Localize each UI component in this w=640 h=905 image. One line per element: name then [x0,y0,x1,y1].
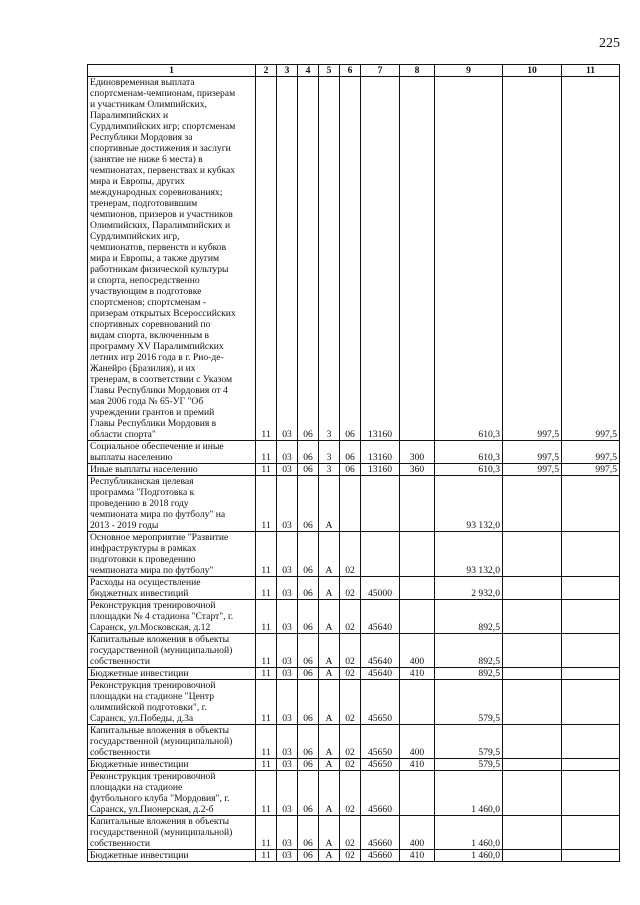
amount-cell: 579,5 [435,725,503,759]
amount-cell [562,634,620,668]
amount-cell [562,577,620,600]
row-name-cell: Реконструкция тренировочной площадки на стадионе "Центр олимпийской подготовки", г. Саранск, ул.Победы, д.3а [88,680,256,725]
code-cell: 06 [298,464,319,476]
code-cell: 06 [298,759,319,771]
code-cell [400,680,435,725]
column-header: 10 [503,65,562,77]
column-header: 1 [88,65,256,77]
row-name-cell: Единовременная выплата спортсменам-чемпионам, призерам и участникам Олимпийских, Паралимпийских и Сурдлимпийских игр; спортсменам Республики Мордовия за спортивные достижения и заслуги (занятие не ниже 6 места) в чемпионатах, первенствах и кубках мира и Европы, других международных соревнованиях; тренерам, подготовившим чемпионов, призеров и участников Олимпийских, Паралимпийских и Сурдлимпийских игр, чемпионатов, первенств и кубков мира и Европы, а также другим работникам физической культуры и спорта, непосредственно участвующим в подготовке спортсменов; спортсменам - призерам открытых Всероссийских спортивных соревнований по видам спорта, включенным в программу XV Паралимпийских летних игр 2016 года в г. Рио-де- Жанейро (Бразилия), и их тренерам, в соответствии с Указом Главы Республики Мордовия от 4 мая 2006 года № 65-УГ "Об учреждении грантов и премий Главы Республики Мордовия в области спорта" [88,77,256,441]
amount-cell [562,476,620,532]
amount-cell: 997,5 [503,77,562,441]
code-cell: А [319,816,340,850]
code-cell: 03 [277,680,298,725]
code-cell: 06 [298,725,319,759]
code-cell: 13160 [361,77,400,441]
code-cell: 06 [298,634,319,668]
row-name-cell: Реконструкция тренировочной площадки на стадионе футбольного клуба "Мордовия", г. Саранск, ул.Пионерская, д.2-б [88,771,256,816]
code-cell: 410 [400,850,435,862]
code-cell: 11 [256,441,277,464]
code-cell: 11 [256,577,277,600]
code-cell: 300 [400,441,435,464]
code-cell: 06 [298,668,319,680]
code-cell [400,577,435,600]
code-cell: 3 [319,441,340,464]
code-cell: 02 [340,850,361,862]
table-row [88,577,620,600]
code-cell [400,77,435,441]
amount-cell [503,668,562,680]
table-row [88,850,620,862]
table-row [88,759,620,771]
row-name-cell: Капитальные вложения в объекты государственной (муниципальной) собственности [88,725,256,759]
row-name-cell: Реконструкция тренировочной площадки № 4 стадиона "Старт", г. Саранск, ул.Московская, д.12 [88,600,256,634]
table-row [88,77,620,441]
code-cell: 410 [400,759,435,771]
amount-cell: 997,5 [562,77,620,441]
row-name-cell: Бюджетные инвестиции [88,759,256,771]
code-cell: 03 [277,816,298,850]
row-name-cell: Бюджетные инвестиции [88,668,256,680]
code-cell: 06 [298,816,319,850]
amount-cell: 610,3 [435,441,503,464]
amount-cell: 892,5 [435,634,503,668]
amount-cell: 1 460,0 [435,816,503,850]
code-cell: А [319,532,340,577]
code-cell: 45650 [361,680,400,725]
code-cell: А [319,600,340,634]
amount-cell [503,725,562,759]
code-cell: 13160 [361,464,400,476]
code-cell: 11 [256,850,277,862]
amount-cell [562,759,620,771]
code-cell [340,476,361,532]
table-body [88,77,620,862]
code-cell: 45660 [361,771,400,816]
code-cell [361,476,400,532]
code-cell: 06 [298,771,319,816]
budget-table [87,64,620,862]
code-cell: 02 [340,532,361,577]
code-cell: 03 [277,577,298,600]
amount-cell [503,577,562,600]
code-cell: 03 [277,532,298,577]
table-row [88,771,620,816]
code-cell: 45000 [361,577,400,600]
code-cell: 400 [400,725,435,759]
amount-cell [562,532,620,577]
column-header: 6 [340,65,361,77]
code-cell: 02 [340,600,361,634]
code-cell: 11 [256,464,277,476]
code-cell: 11 [256,532,277,577]
amount-cell: 610,3 [435,77,503,441]
table-row [88,476,620,532]
code-cell: 45640 [361,668,400,680]
code-cell: 02 [340,634,361,668]
code-cell: 03 [277,759,298,771]
code-cell: 03 [277,77,298,441]
column-header: 7 [361,65,400,77]
code-cell: 06 [298,441,319,464]
row-name-cell: Основное мероприятие "Развитие инфраструктуры в рамках подготовки к проведению чемпионата мира по футболу" [88,532,256,577]
table-row [88,532,620,577]
table-row [88,680,620,725]
code-cell: 02 [340,725,361,759]
code-cell: 06 [340,441,361,464]
table-row [88,600,620,634]
amount-cell [503,759,562,771]
amount-cell [503,634,562,668]
code-cell: 11 [256,680,277,725]
page-number: 225 [599,36,620,51]
column-header: 9 [435,65,503,77]
code-cell: 06 [298,77,319,441]
code-cell: 11 [256,634,277,668]
code-cell: А [319,634,340,668]
amount-cell [562,816,620,850]
code-cell: 06 [298,600,319,634]
column-header: 8 [400,65,435,77]
code-cell: 06 [340,77,361,441]
row-name-cell: Социальное обеспечение и иные выплаты населению [88,441,256,464]
amount-cell [562,725,620,759]
amount-cell: 579,5 [435,680,503,725]
amount-cell [503,850,562,862]
code-cell: 400 [400,634,435,668]
code-cell: 02 [340,816,361,850]
code-cell: 11 [256,771,277,816]
amount-cell: 892,5 [435,600,503,634]
amount-cell: 892,5 [435,668,503,680]
code-cell [400,532,435,577]
code-cell: 11 [256,77,277,441]
code-cell: 02 [340,759,361,771]
code-cell: 11 [256,759,277,771]
amount-cell: 610,3 [435,464,503,476]
code-cell: 02 [340,771,361,816]
code-cell: А [319,668,340,680]
code-cell: 410 [400,668,435,680]
row-name-cell: Бюджетные инвестиции [88,850,256,862]
code-cell: 03 [277,850,298,862]
code-cell: 03 [277,668,298,680]
amount-cell: 579,5 [435,759,503,771]
code-cell: А [319,850,340,862]
code-cell: 45640 [361,634,400,668]
code-cell: 03 [277,725,298,759]
column-header: 4 [298,65,319,77]
code-cell: 11 [256,668,277,680]
code-cell: 360 [400,464,435,476]
table-row [88,725,620,759]
code-cell: 06 [298,476,319,532]
amount-cell [562,668,620,680]
code-cell: 02 [340,668,361,680]
code-cell: 11 [256,725,277,759]
amount-cell [562,600,620,634]
header-row [88,65,620,77]
code-cell: 02 [340,577,361,600]
code-cell: 03 [277,464,298,476]
code-cell: 03 [277,441,298,464]
amount-cell [562,771,620,816]
code-cell: 02 [340,680,361,725]
code-cell: 03 [277,771,298,816]
row-name-cell: Капитальные вложения в объекты государственной (муниципальной) собственности [88,634,256,668]
code-cell: 3 [319,464,340,476]
table-row [88,816,620,850]
code-cell: 13160 [361,441,400,464]
code-cell [400,600,435,634]
code-cell: 11 [256,476,277,532]
amount-cell [503,680,562,725]
code-cell: А [319,577,340,600]
code-cell: А [319,759,340,771]
amount-cell: 1 460,0 [435,850,503,862]
code-cell: А [319,725,340,759]
amount-cell: 93 132,0 [435,532,503,577]
amount-cell [562,850,620,862]
code-cell: 06 [298,532,319,577]
amount-cell: 997,5 [562,441,620,464]
code-cell: А [319,771,340,816]
code-cell: 45640 [361,600,400,634]
amount-cell: 2 932,0 [435,577,503,600]
table-row [88,634,620,668]
column-header: 5 [319,65,340,77]
amount-cell: 997,5 [503,441,562,464]
amount-cell: 997,5 [503,464,562,476]
amount-cell [503,476,562,532]
amount-cell [503,532,562,577]
amount-cell: 93 132,0 [435,476,503,532]
code-cell: 45660 [361,816,400,850]
row-name-cell: Республиканская целевая программа "Подготовка к проведению в 2018 году чемпионата мира по футболу" на 2013 - 2019 годы [88,476,256,532]
code-cell: 06 [298,577,319,600]
code-cell: А [319,680,340,725]
code-cell: 3 [319,77,340,441]
amount-cell: 1 460,0 [435,771,503,816]
amount-cell [562,680,620,725]
code-cell [400,476,435,532]
code-cell: 03 [277,476,298,532]
column-header: 11 [562,65,620,77]
table-row [88,464,620,476]
code-cell [361,532,400,577]
amount-cell [503,600,562,634]
table-row [88,668,620,680]
amount-cell [503,771,562,816]
code-cell: 03 [277,600,298,634]
code-cell: 11 [256,816,277,850]
code-cell: А [319,476,340,532]
code-cell: 03 [277,634,298,668]
row-name-cell: Расходы на осуществление бюджетных инвестиций [88,577,256,600]
column-header: 2 [256,65,277,77]
code-cell: 400 [400,816,435,850]
code-cell: 45650 [361,725,400,759]
code-cell: 06 [298,850,319,862]
column-header: 3 [277,65,298,77]
code-cell [400,771,435,816]
code-cell: 06 [298,680,319,725]
code-cell: 06 [340,464,361,476]
row-name-cell: Иные выплаты населению [88,464,256,476]
table-row [88,441,620,464]
amount-cell [503,816,562,850]
row-name-cell: Капитальные вложения в объекты государственной (муниципальной) собственности [88,816,256,850]
code-cell: 11 [256,600,277,634]
amount-cell: 997,5 [562,464,620,476]
code-cell: 45660 [361,850,400,862]
code-cell: 45650 [361,759,400,771]
